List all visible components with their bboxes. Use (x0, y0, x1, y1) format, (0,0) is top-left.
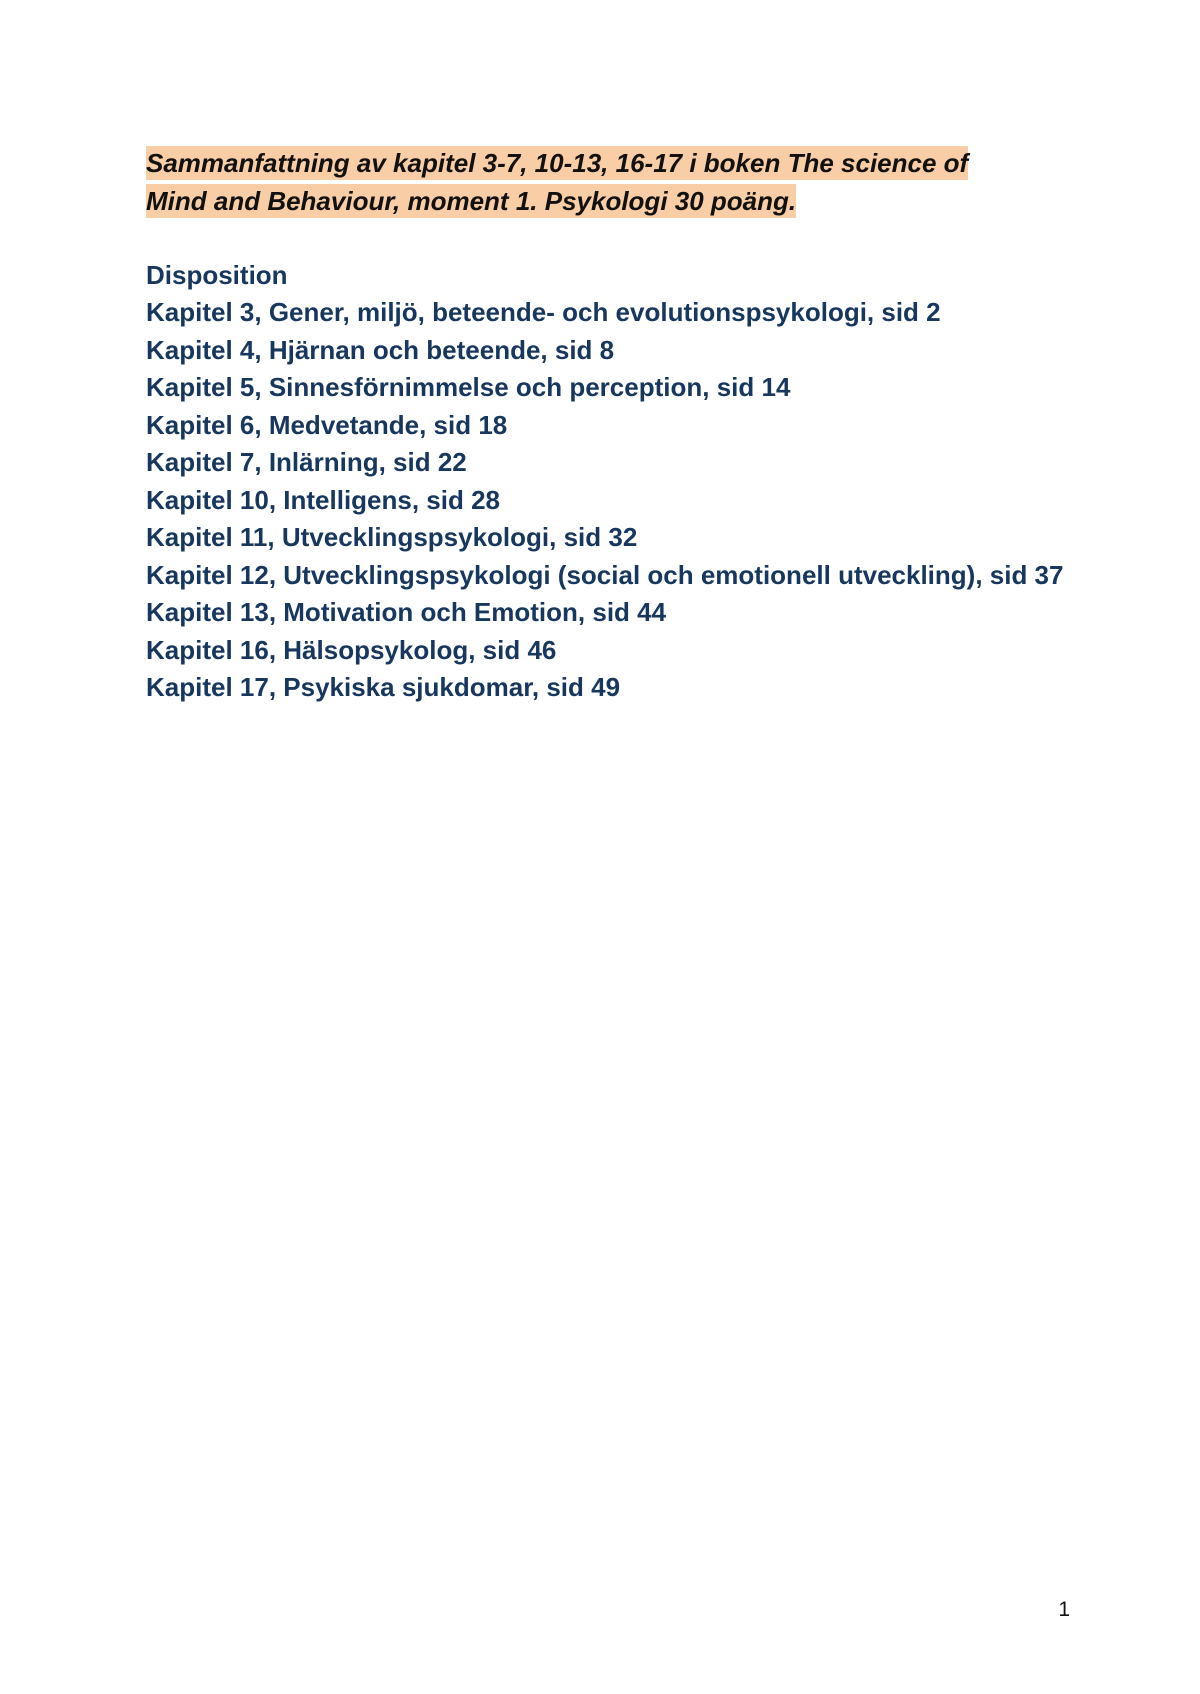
toc-item-kapitel-6: Kapitel 6, Medvetande, sid 18 (146, 409, 508, 440)
toc-item-kapitel-3: Kapitel 3, Gener, miljö, beteende- och evolutionspsykologi, sid 2 (146, 297, 941, 327)
toc-item-kapitel-5: Kapitel 5, Sinnesförnimmelse och perception, sid 14 (146, 372, 791, 402)
toc-item-kapitel-13: Kapitel 13, Motivation och Emotion, sid 44 (146, 597, 667, 627)
toc-item-kapitel-17: Kapitel 17, Psykiska sjukdomar, sid 49 (146, 672, 621, 702)
title-line-1: Sammanfattning av kapitel 3-7, 10-13, 16-17 i boken The science of (146, 148, 969, 178)
table-of-contents (146, 294, 1076, 707)
title-line-2: Mind and Behaviour, moment 1. Psykologi 30 poäng. (146, 186, 797, 216)
toc-item-kapitel-10: Kapitel 10, Intelligens, sid 28 (146, 484, 501, 515)
document-title (146, 144, 1076, 220)
disposition-heading: Disposition (146, 260, 288, 290)
toc-item-kapitel-12: Kapitel 12, Utvecklingspsykologi (social och emotionell utveckling), sid 37 (146, 559, 1064, 590)
toc-item-kapitel-16: Kapitel 16, Hälsopsykolog, sid 46 (146, 634, 557, 665)
page-content (146, 144, 1076, 707)
spacer (146, 220, 1076, 256)
toc-item-kapitel-11: Kapitel 11, Utvecklingspsykologi, sid 32 (146, 522, 638, 552)
toc-item-kapitel-7: Kapitel 7, Inlärning, sid 22 (146, 447, 467, 477)
toc-item-kapitel-4: Kapitel 4, Hjärnan och beteende, sid 8 (146, 334, 615, 365)
page-number: 1 (1058, 1598, 1070, 1621)
